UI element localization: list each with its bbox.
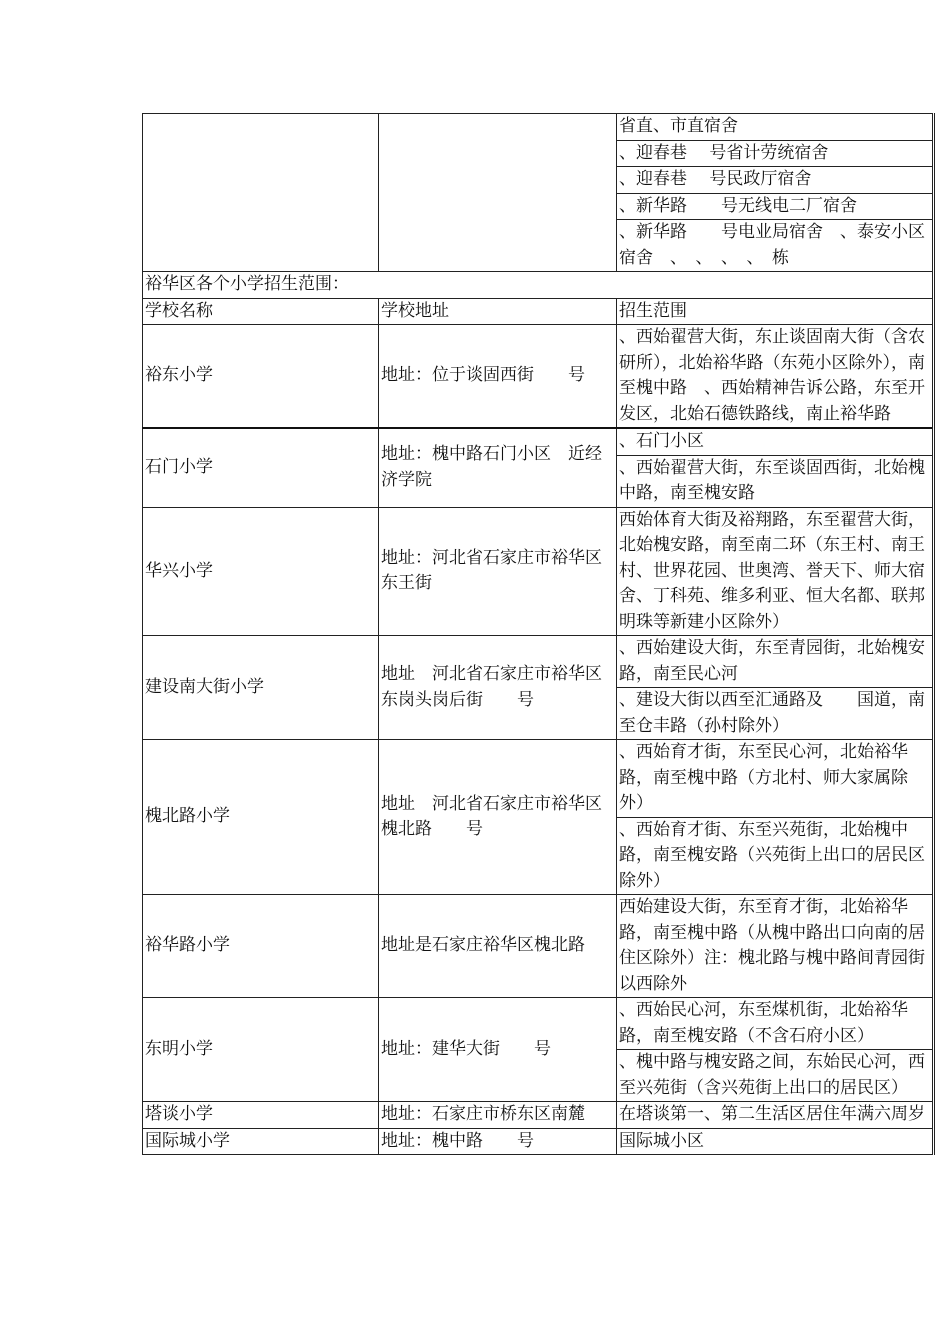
school-address: 地址是石家庄裕华区槐北路 bbox=[379, 895, 617, 998]
school-scope: 、西始翟营大街，东至谈固西街，北始槐中路，南至槐安路 bbox=[617, 455, 934, 507]
scope-line: 、新华路 号电业局宿舍 、泰安小区宿舍 、 、 、 、 栋 bbox=[617, 220, 934, 272]
school-address: 地址：位于谈固西街 号 bbox=[379, 325, 617, 429]
scope-line: 、迎春巷 号民政厅宿舍 bbox=[617, 167, 934, 194]
scope-line: 省直、市直宿舍 bbox=[617, 114, 934, 141]
school-scope: 西始建设大街，东至育才街，北始裕华路，南至槐中路（从槐中路出口向南的居住区除外）注：槐北路与槐中路间青园街以西除外 bbox=[617, 895, 934, 998]
school-scope: 、西始育才街，东至民心河，北始裕华路，南至槐中路（方北村、师大家属除外） bbox=[617, 740, 934, 818]
school-name: 塔谈小学 bbox=[143, 1102, 379, 1129]
school-scope: 西始体育大街及裕翔路，东至翟营大街，北始槐安路，南至南二环（东王村、南王村、世界花园、世奥湾、誉天下、师大宿舍、丁科苑、维多利亚、恒大名都、联邦明珠等新建小区除外） bbox=[617, 507, 934, 636]
school-name: 裕华路小学 bbox=[143, 895, 379, 998]
school-name: 东明小学 bbox=[143, 998, 379, 1102]
school-scope: 、石门小区 bbox=[617, 428, 934, 455]
school-scope: 、西始民心河，东至煤机街，北始裕华路，南至槐安路（不含石府小区） bbox=[617, 998, 934, 1050]
school-address: 地址 河北省石家庄市裕华区东岗头岗后街 号 bbox=[379, 636, 617, 740]
school-name: 国际城小学 bbox=[143, 1128, 379, 1155]
school-address: 地址 河北省石家庄市裕华区槐北路 号 bbox=[379, 740, 617, 895]
empty-cell bbox=[143, 114, 379, 272]
header-scope: 招生范围 bbox=[617, 298, 934, 325]
school-address: 地址：槐中路石门小区 近经济学院 bbox=[379, 428, 617, 507]
school-address: 地址：槐中路 号 bbox=[379, 1128, 617, 1155]
school-name: 建设南大街小学 bbox=[143, 636, 379, 740]
school-scope: 国际城小区 bbox=[617, 1128, 934, 1155]
school-scope: 、槐中路与槐安路之间，东始民心河，西至兴苑街（含兴苑街上出口的居民区） bbox=[617, 1050, 934, 1102]
school-name: 华兴小学 bbox=[143, 507, 379, 636]
scope-line: 、迎春巷 号省计劳统宿舍 bbox=[617, 140, 934, 167]
school-address: 地址：建华大街 号 bbox=[379, 998, 617, 1102]
scope-line: 、新华路 号无线电二厂宿舍 bbox=[617, 193, 934, 220]
school-name: 石门小学 bbox=[143, 428, 379, 507]
document-page bbox=[142, 113, 933, 1155]
school-scope: 、建设大街以西至汇通路及 国道，南至仓丰路（孙村除外） bbox=[617, 688, 934, 740]
school-scope: 在塔谈第一、第二生活区居住年满六周岁 bbox=[617, 1102, 934, 1129]
school-scope: 、西始育才街、东至兴苑街，北始槐中路，南至槐安路（兴苑街上出口的居民区除外） bbox=[617, 817, 934, 895]
school-address: 地址：石家庄市桥东区南麓 bbox=[379, 1102, 617, 1129]
header-school-address: 学校地址 bbox=[379, 298, 617, 325]
school-scope: 、西始建设大街，东至青园街，北始槐安路，南至民心河 bbox=[617, 636, 934, 688]
header-school-name: 学校名称 bbox=[143, 298, 379, 325]
school-name: 裕东小学 bbox=[143, 325, 379, 429]
school-enrollment-table bbox=[142, 113, 935, 1155]
school-name: 槐北路小学 bbox=[143, 740, 379, 895]
school-scope: 、西始翟营大街，东止谈固南大街（含农研所），北始裕华路（东苑小区除外），南至槐中路 、西始精神告诉公路，东至开发区，北始石德铁路线，南止裕华路 bbox=[617, 325, 934, 429]
section-title: 裕华区各个小学招生范围： bbox=[143, 272, 934, 299]
school-address: 地址：河北省石家庄市裕华区东王街 bbox=[379, 507, 617, 636]
empty-cell bbox=[379, 114, 617, 272]
